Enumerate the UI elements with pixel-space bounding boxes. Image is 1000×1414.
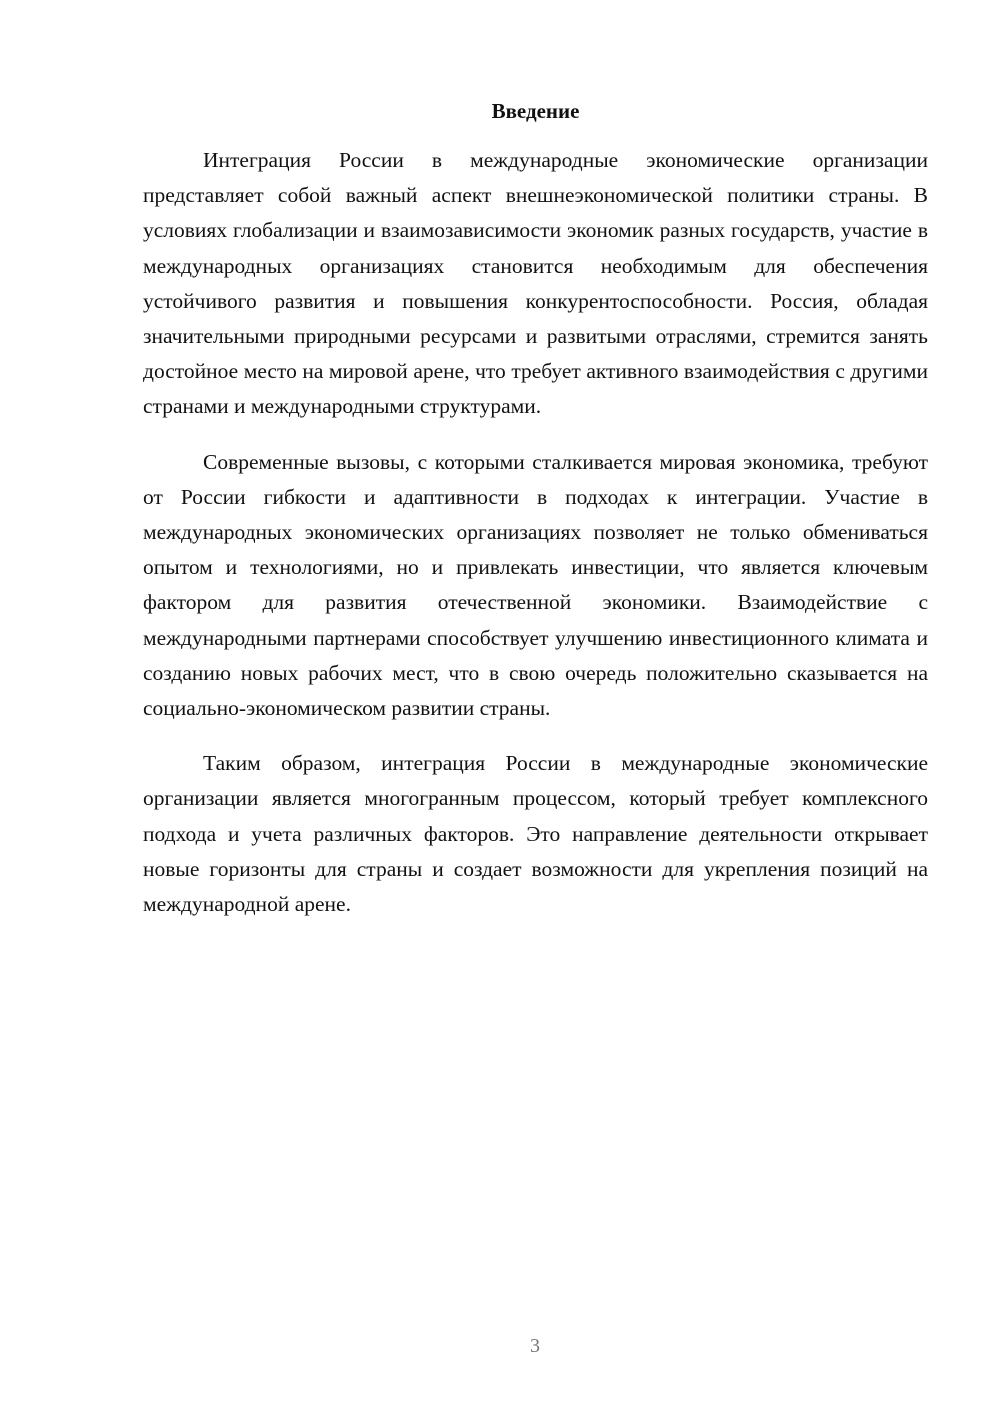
document-body (143, 143, 928, 942)
paragraph-3: Таким образом, интеграция России в международные экономические организации является многогранным процессом, который требует комплексного подхода и учета различных факторов. Это направление деятельности открывает новые горизонты для страны и создает возможности для укрепления позиций на международной арене. (143, 751, 928, 917)
page-title: Введение (491, 99, 580, 123)
paragraph-2: Современные вызовы, с которыми сталкивается мировая экономика, требуют от России гибкости и адаптивности в подходах к интеграции. Участие в международных экономических организациях позволяет не только обмениваться опытом и технологиями, но и привлекать инвестиции, что является ключевым фактором для развития отечественной экономики. Взаимодействие с международными партнерами способствует улучшению инвестиционного климата и созданию новых рабочих мест, что в свою очередь положительно сказывается на социально-экономическом развитии страны. (143, 449, 928, 721)
page-number: 3 (530, 1335, 540, 1357)
paragraph-1: Интеграция России в международные экономические организации представляет собой важный аспект внешнеэкономической политики страны. В условиях глобализации и взаимозависимости экономик разных государств, участие в международных организациях становится необходимым для обеспечения устойчивого развития и повышения конкурентоспособности. Россия, обладая значительными природными ресурсами и развитыми отраслями, стремится занять достойное место на мировой арене, что требует активного взаимодействия с другими странами и международными структурами. (143, 148, 928, 419)
